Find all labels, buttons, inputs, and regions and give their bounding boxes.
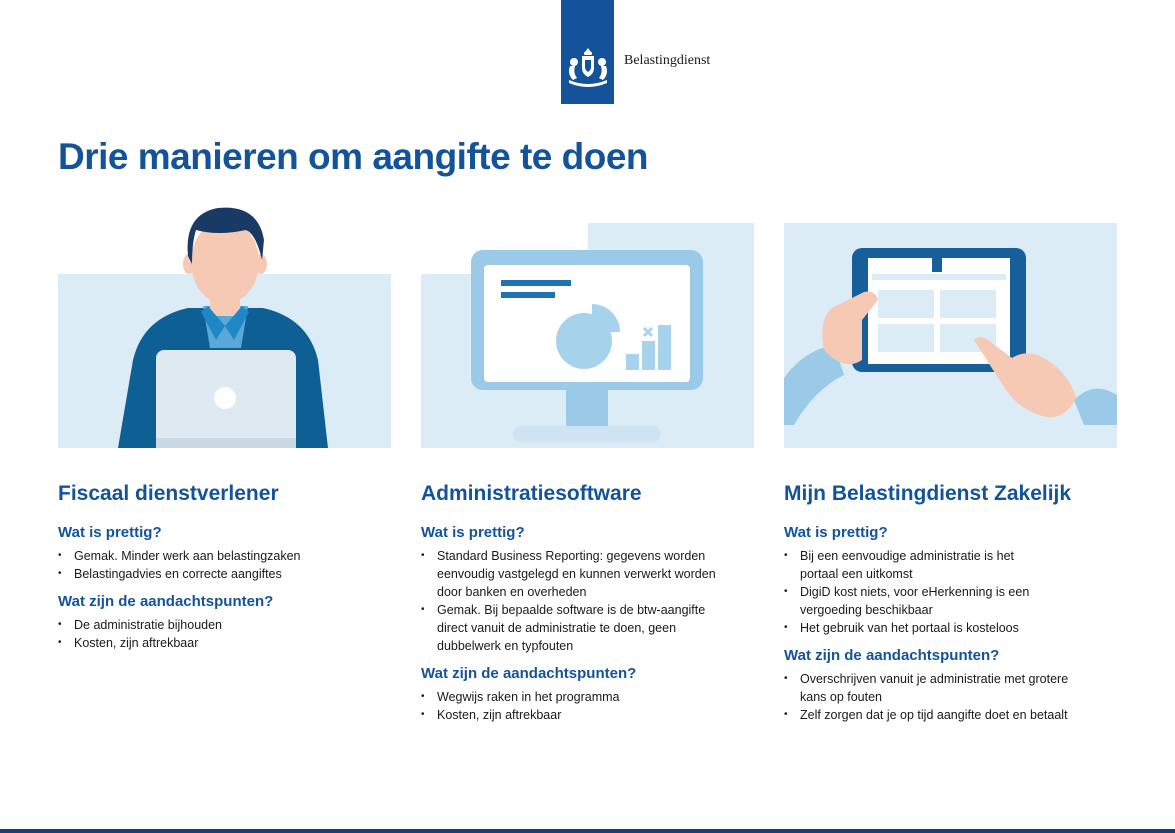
logo-bar (561, 0, 614, 104)
list-item: • Belastingadvies en correcte aangiftes (58, 565, 398, 583)
column-administratiesoftware (421, 482, 741, 724)
list-item: • Gemak. Bij bepaalde software is de btw-aangifte direct vanuit de administratie te doen, geen dubbelwerk en typfouten (421, 601, 726, 655)
cons-heading: Wat zijn de aandachtspunten? (784, 647, 1000, 664)
pros-heading: Wat is prettig? (784, 524, 888, 541)
cons-list (58, 616, 398, 652)
pros-heading: Wat is prettig? (58, 524, 162, 541)
pros-list (58, 547, 398, 583)
column-title: Administratiesoftware (421, 482, 642, 505)
list-item: • Gemak. Minder werk aan belastingzaken (58, 547, 398, 565)
list-item: • De administratie bijhouden (58, 616, 398, 634)
coat-of-arms-icon (565, 46, 611, 90)
tablet-portal-illustration (784, 200, 1117, 450)
cons-list (421, 688, 741, 724)
list-item: • Kosten, zijn aftrekbaar (421, 706, 741, 724)
list-item: • Standard Business Reporting: gegevens worden eenvoudig vastgelegd en kunnen verwerkt worden door banken en overheden (421, 547, 726, 601)
column-mijn-belastingdienst-zakelijk (784, 482, 1124, 724)
pros-list (421, 547, 726, 655)
logo-text: Belastingdienst (624, 53, 711, 68)
column-title: Fiscaal dienstverlener (58, 482, 279, 505)
monitor-software-illustration (421, 200, 754, 450)
advisor-laptop-illustration (58, 200, 391, 450)
list-item: • Het gebruik van het portaal is kosteloos (784, 619, 1034, 637)
column-title: Mijn Belastingdienst Zakelijk (784, 482, 1072, 505)
list-item: • Zelf zorgen dat je op tijd aangifte doet en betaalt (784, 706, 1084, 724)
page-title: Drie manieren om aangifte te doen (58, 136, 649, 177)
cons-heading: Wat zijn de aandachtspunten? (421, 665, 637, 682)
list-item: • Wegwijs raken in het programma (421, 688, 741, 706)
list-item: • Bij een eenvoudige administratie is het portaal een uitkomst (784, 547, 1034, 583)
list-item: • DigiD kost niets, voor eHerkenning is een vergoeding beschikbaar (784, 583, 1034, 619)
list-item: • Overschrijven vanuit je administratie met grotere kans op fouten (784, 670, 1084, 706)
bottom-divider (0, 829, 1175, 833)
pros-list (784, 547, 1034, 637)
cons-list (784, 670, 1084, 724)
pros-heading: Wat is prettig? (421, 524, 525, 541)
list-item: • Kosten, zijn aftrekbaar (58, 634, 398, 652)
column-fiscaal-dienstverlener (58, 482, 398, 652)
cons-heading: Wat zijn de aandachtspunten? (58, 593, 274, 610)
